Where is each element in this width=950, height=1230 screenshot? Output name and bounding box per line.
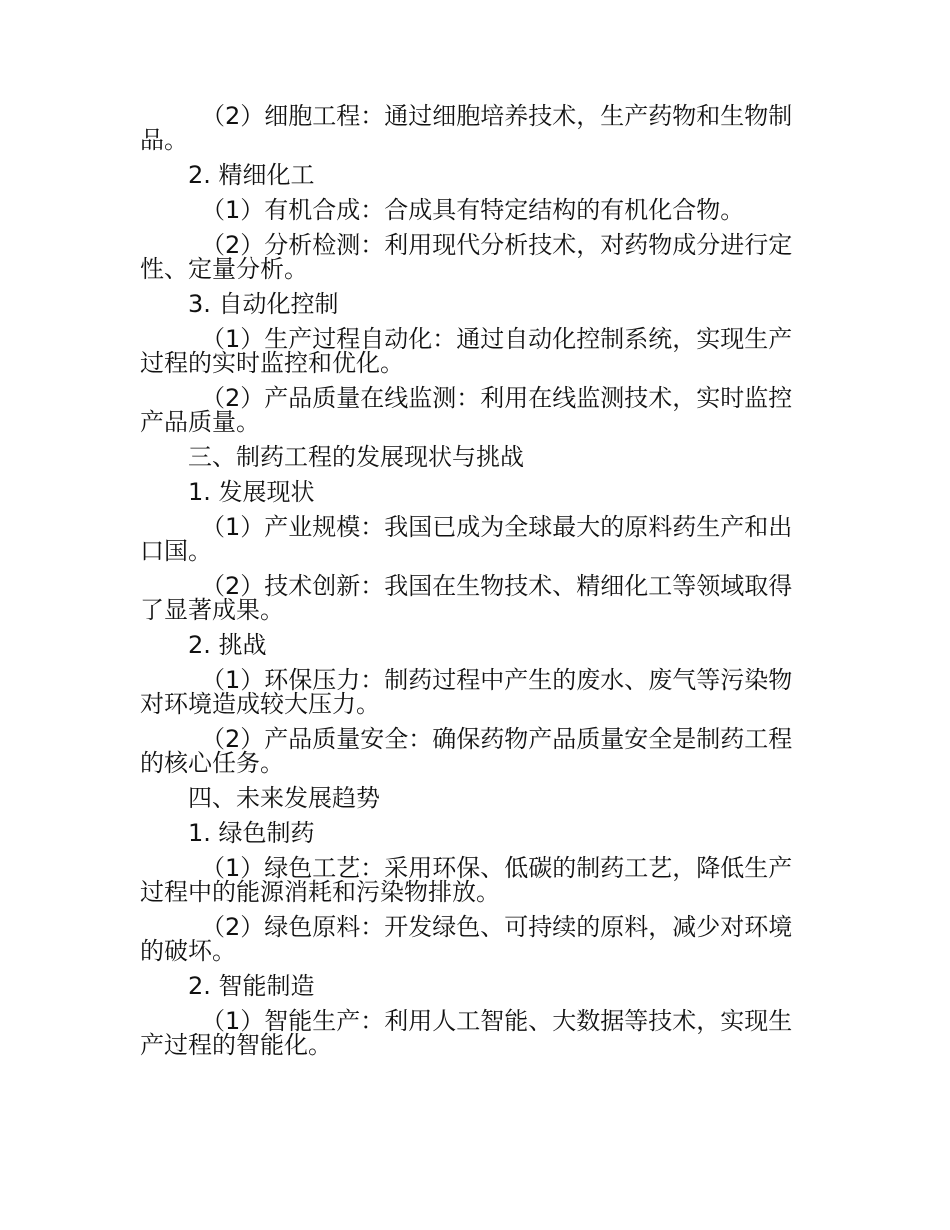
heading-section-three: 三、制药工程的发展现状与挑战 — [188, 443, 524, 471]
paragraph-cell-engineering: （2）细胞工程：通过细胞培养技术，生产药物和生物制品。 — [140, 102, 793, 154]
paragraph-green-process: （1）绿色工艺：采用环保、低碳的制药工艺，降低生产过程中的能源消耗和污染物排放。 — [140, 854, 793, 906]
heading-green-pharma: 1. 绿色制药 — [188, 819, 315, 847]
heading-fine-chemical: 2. 精细化工 — [188, 161, 315, 189]
paragraph-green-materials: （2）绿色原料：开发绿色、可持续的原料，减少对环境的破坏。 — [140, 913, 793, 965]
heading-smart-manufacturing: 2. 智能制造 — [188, 972, 315, 1000]
paragraph-product-safety: （2）产品质量安全：确保药物产品质量安全是制药工程的核心任务。 — [140, 725, 793, 777]
paragraph-environmental-pressure: （1）环保压力：制药过程中产生的废水、废气等污染物对环境造成较大压力。 — [140, 666, 793, 718]
paragraph-process-automation: （1）生产过程自动化：通过自动化控制系统，实现生产过程的实时监控和优化。 — [140, 325, 793, 377]
paragraph-industry-scale: （1）产业规模：我国已成为全球最大的原料药生产和出口国。 — [140, 513, 793, 565]
document-body — [140, 104, 800, 1057]
paragraph-technology-innovation: （2）技术创新：我国在生物技术、精细化工等领域取得了显著成果。 — [140, 572, 793, 624]
heading-development-status: 1. 发展现状 — [188, 478, 315, 506]
paragraph-smart-production: （1）智能生产：利用人工智能、大数据等技术，实现生产过程的智能化。 — [140, 1007, 793, 1059]
paragraph-quality-monitoring: （2）产品质量在线监测：利用在线监测技术，实时监控产品质量。 — [140, 384, 793, 436]
heading-section-four: 四、未来发展趋势 — [188, 784, 380, 812]
paragraph-analysis-testing: （2）分析检测：利用现代分析技术，对药物成分进行定性、定量分析。 — [140, 231, 793, 283]
heading-automation-control: 3. 自动化控制 — [188, 290, 339, 318]
heading-challenges: 2. 挑战 — [188, 631, 267, 659]
paragraph-organic-synthesis: （1）有机合成：合成具有特定结构的有机化合物。 — [201, 196, 745, 224]
